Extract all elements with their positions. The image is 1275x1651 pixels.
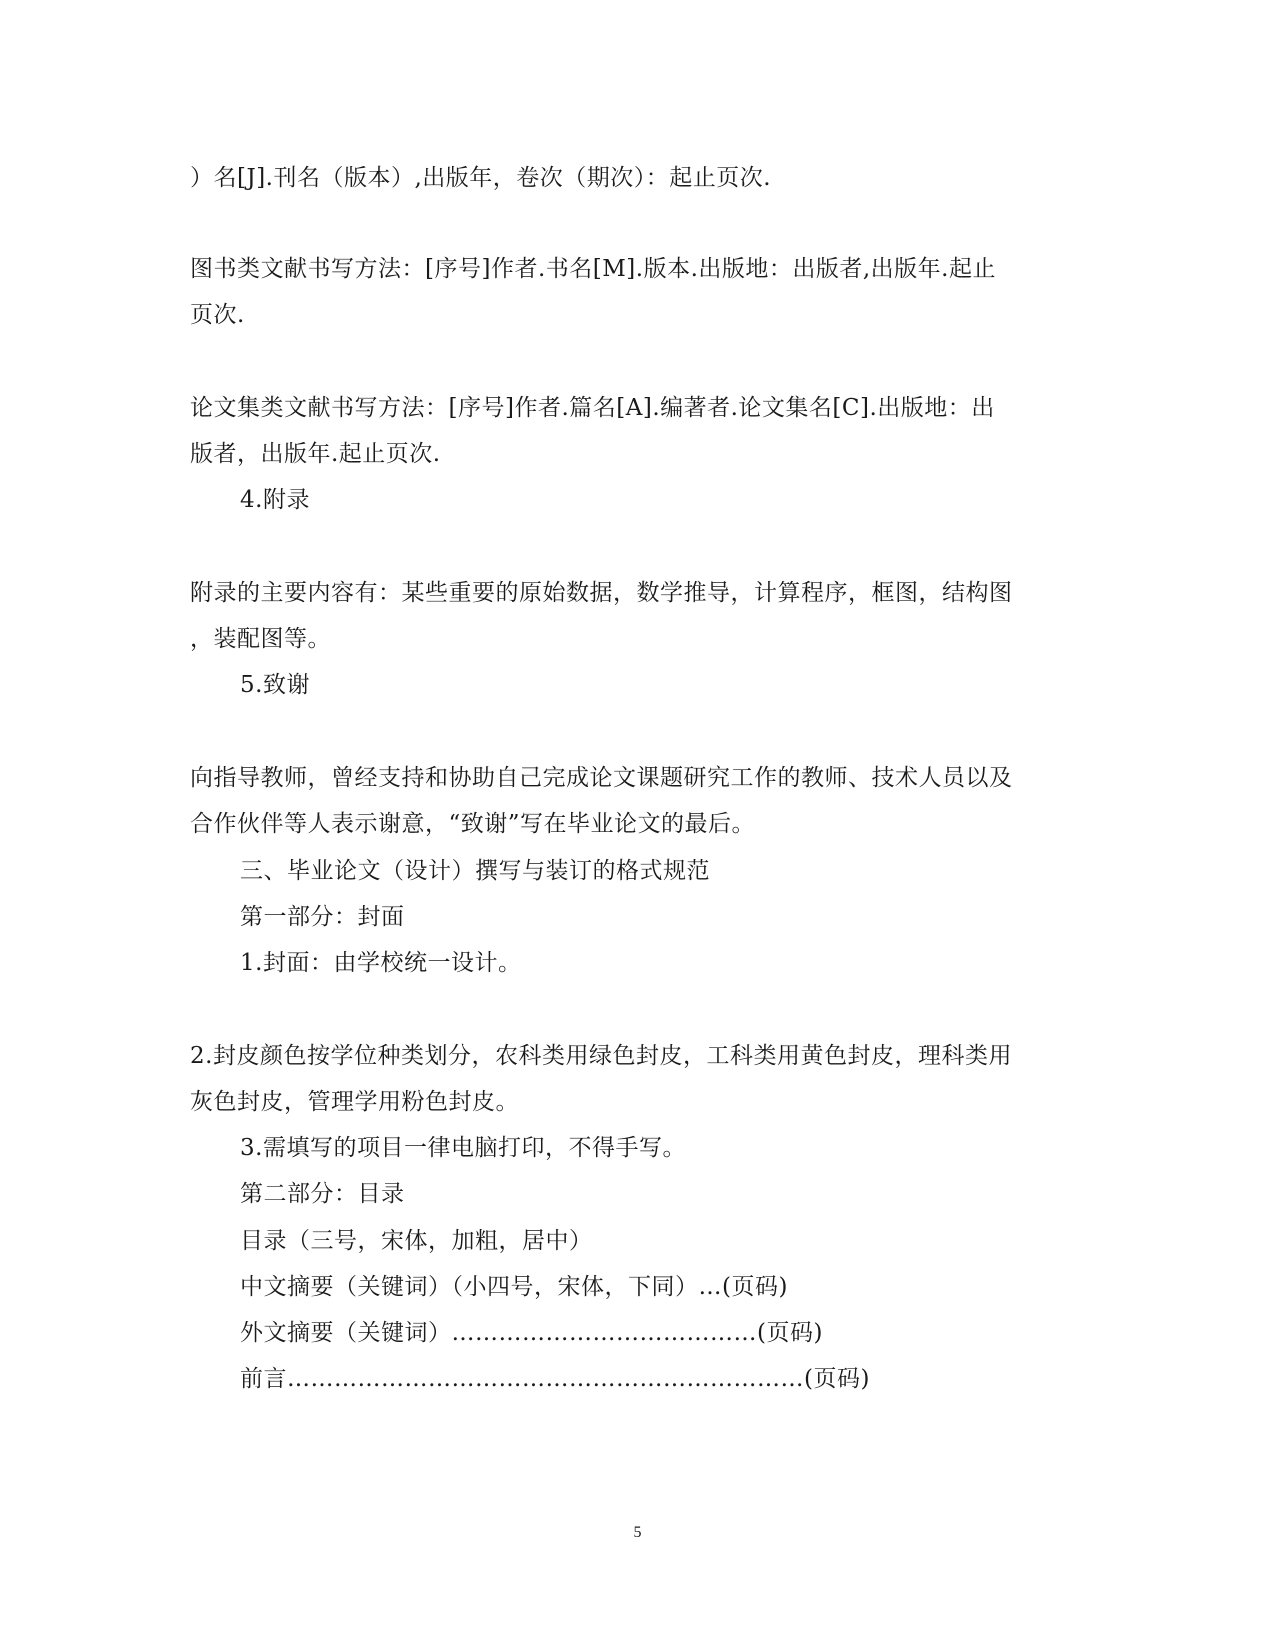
paragraph-book-format-line2: 页次. [190, 302, 245, 328]
toc-entry-preface: 前言…………………………………………………………(页码) [240, 1366, 870, 1392]
paragraph-cover-color-line1: 2.封皮颜色按学位种类划分，农科类用绿色封皮，工科类用黄色封皮，理科类用 [190, 1043, 1012, 1069]
paragraph-proceedings-format-line1: 论文集类文献书写方法：[序号]作者.篇名[A].编著者.论文集名[C].出版地：出 [190, 395, 995, 421]
paragraph-acknowledgements-line2: 合作伙伴等人表示谢意，“致谢”写在毕业论文的最后。 [190, 811, 756, 837]
paragraph-proceedings-format-line2: 版者，出版年.起止页次. [190, 441, 441, 467]
toc-entry-chinese-abstract: 中文摘要（关键词）（小四号，宋体，下同）…(页码) [240, 1274, 788, 1300]
paragraph-appendix-line1: 附录的主要内容有：某些重要的原始数据，数学推导，计算程序，框图，结构图 [190, 580, 1013, 606]
heading-acknowledgements: 5.致谢 [240, 672, 310, 698]
page-number: 5 [633, 1524, 642, 1541]
paragraph-appendix-line2: ，装配图等。 [190, 626, 331, 652]
heading-appendix: 4.附录 [240, 487, 310, 513]
list-item-print: 3.需填写的项目一律电脑打印，不得手写。 [240, 1135, 686, 1161]
heading-part-one: 第一部分：封面 [240, 904, 405, 930]
paragraph-cover-color-line2: 灰色封皮，管理学用粉色封皮。 [190, 1089, 519, 1115]
paragraph-acknowledgements-line1: 向指导教师，曾经支持和协助自己完成论文课题研究工作的教师、技术人员以及 [190, 765, 1013, 791]
paragraph-book-format-line1: 图书类文献书写方法：[序号]作者.书名[M].版本.出版地：出版者,出版年.起止 [190, 256, 996, 282]
heading-section-three: 三、毕业论文（设计）撰写与装订的格式规范 [240, 858, 710, 884]
heading-part-two: 第二部分：目录 [240, 1181, 405, 1207]
paragraph-journal-format-tail: ）名[J].刊名（版本）,出版年，卷次（期次）：起止页次. [190, 165, 772, 191]
toc-entry-foreign-abstract: 外文摘要（关键词）…………………………………(页码) [240, 1320, 823, 1346]
list-item-cover: 1.封面：由学校统一设计。 [240, 950, 522, 976]
toc-title-spec: 目录（三号，宋体，加粗，居中） [240, 1228, 593, 1254]
